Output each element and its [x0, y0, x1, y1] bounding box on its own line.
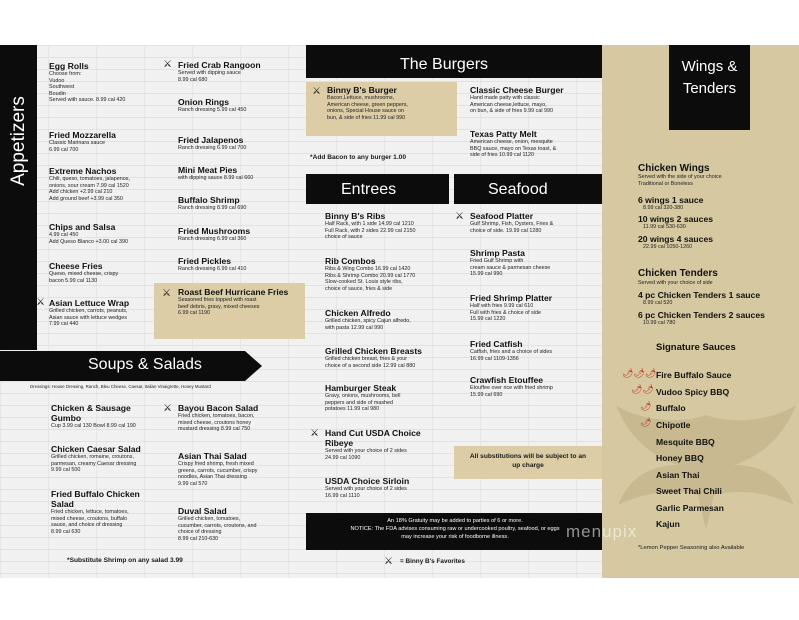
favorite-icon: ⚔ — [163, 59, 172, 70]
menu-item-asian-lettuce-wrap — [49, 298, 159, 328]
menu-item-texas-patty-melt — [470, 129, 598, 159]
item-name: Fried Mozzarella — [49, 130, 116, 140]
tenders-option-4 — [638, 290, 798, 307]
item-desc: Fried chicken, tomatoes, bacon, mixed cheese, croutons honey mustard dressing 8.99 cal 750 — [178, 413, 255, 433]
item-desc: Cup 3.99 cal 130 Bowl 8.99 cal 190 — [51, 423, 136, 429]
menu-item-fried-catfish — [470, 339, 598, 362]
menu-item-binny-bs-ribs — [325, 211, 453, 241]
menu-item-duval-salad — [178, 506, 298, 542]
bacon-note: *Add Bacon to any burger 1.00 — [310, 154, 406, 161]
menu-item-fried-buffalo-chicken-salad — [51, 489, 161, 535]
menu-item-binny-bs-burger — [327, 85, 452, 121]
favorite-icon: ⚔ — [163, 403, 172, 414]
menu-item-fried-mozzarella — [49, 130, 154, 153]
option-desc: 22.99 cal 1050-1260 — [643, 244, 693, 250]
menu-item-fried-jalapenos — [178, 135, 298, 152]
sauce-item: Mesquite BBQ — [656, 437, 715, 447]
appetizers-title: Appetizers — [8, 96, 29, 186]
item-desc: Grilled chicken, spicy Cajun alfredo, with pasta 12.99 cal 990 — [325, 318, 411, 331]
soups-salads-title: Soups & Salads — [88, 356, 202, 373]
watermark: menupix — [566, 522, 638, 541]
item-name: Seafood Platter — [470, 211, 534, 221]
lemon-pepper-note: *Lemon Pepper Seasoning also Available — [638, 545, 745, 551]
item-name: Fried Jalapenos — [178, 135, 244, 145]
favorite-icon: ⚔ — [455, 211, 464, 222]
option-desc: 8.99 cal 520 — [643, 300, 673, 306]
item-desc: Crispy fried shrimp, fresh mixed greens, carrots, cucumber, crispy noodles, Asian Thai dressing 9.99 cal 570 — [178, 461, 258, 487]
option-name: 10 wings 2 sauces — [638, 214, 713, 224]
item-name: Fried Buffalo Chicken Salad — [51, 489, 140, 509]
favorites-legend: = Binny B's Favorites — [400, 558, 465, 565]
item-desc: Gulf Shrimp, Fish, Oysters, Fries & choice of side. 19.99 cal 1280 — [470, 221, 554, 234]
menu-item-roast-beef-hurricane-fries — [178, 287, 302, 317]
item-desc: American cheese, onion, mesquite BBQ sauce, mayo on Texas toast, & side of fries 10.99 cal 1120 — [470, 139, 557, 159]
menu-item-grilled-chicken-breasts — [325, 346, 453, 369]
option-name: 4 pc Chicken Tenders 1 sauce — [638, 290, 761, 300]
item-name: Duval Salad — [178, 506, 227, 516]
menu-item-asian-thai-salad — [178, 451, 298, 487]
sauce-item: Garlic Parmesan — [656, 503, 724, 513]
sauce-item: Kajun — [656, 519, 680, 529]
item-name: Hand Cut USDA Choice Ribeye — [325, 428, 421, 448]
item-name: Roast Beef Hurricane Fries — [178, 287, 289, 297]
item-desc: Grilled chicken breast, fries & your choice of a second side 12.99 cal 880 — [325, 356, 416, 369]
wings-option-10 — [638, 214, 798, 231]
menu-item-ribeye — [325, 428, 445, 461]
sauce-item: Buffalo — [656, 403, 686, 413]
item-desc: Ranch dressing 8.99 cal 690 — [178, 205, 247, 211]
menu-item-chicken-alfredo — [325, 308, 453, 331]
item-desc: Fried Gulf Shrimp with cream sauce & parmesan cheese 15.99 cal 990 — [470, 258, 551, 278]
item-desc: with dipping sauce 8.99 cal 660 — [178, 175, 254, 181]
item-desc: Seasoned fries topped with roast beef debris, gravy, mixed cheeses 6.99 cal 1190 — [178, 297, 260, 317]
item-desc: Queso, mixed cheese, crispy bacon 5.99 cal 1130 — [49, 271, 119, 284]
item-desc: Served with your choice of 2 sides 16.99 cal 1110 — [325, 486, 407, 499]
wings-option-20 — [638, 234, 798, 251]
option-desc: 8.99 cal 320-380 — [643, 205, 684, 211]
menu-item-cheese-fries — [49, 261, 159, 284]
menu-item-seafood-platter — [470, 211, 598, 234]
item-name: Buffalo Shrimp — [178, 195, 240, 205]
item-name: Bayou Bacon Salad — [178, 403, 259, 413]
item-desc: Choose from: Vudoo Southwest Boudin Served with sauce. 8.99 cal 420 — [49, 71, 126, 104]
tenders-section — [638, 268, 798, 287]
menu-item-egg-rolls — [49, 61, 154, 104]
sauce-item: Asian Thai — [656, 470, 700, 480]
wings-title: Chicken Wings — [638, 163, 710, 174]
menu-item-fried-crab-rangoon — [178, 60, 298, 83]
item-name: Chicken Alfredo — [325, 308, 391, 318]
item-desc: Etouffee over rice with fried shrimp 15.99 cal 690 — [470, 385, 553, 398]
item-name: Mini Meat Pies — [178, 165, 238, 175]
pepper-icon: 🌶 — [640, 418, 652, 428]
menu-item-extreme-nachos — [49, 166, 159, 202]
item-name: Chicken Caesar Salad — [51, 444, 141, 454]
sauce-item: Honey BBQ — [656, 453, 704, 463]
pepper-icon: 🌶 — [640, 402, 652, 412]
item-name: Fried Mushrooms — [178, 226, 251, 236]
menu-item-onion-rings — [178, 97, 298, 114]
item-desc: 4.99 cal 450 Add Queso Blanco +3.00 cal 390 — [49, 232, 128, 245]
gratuity-notice: An 18% Gratuity may be added to parties of 6 or more. NOTICE: The FDA advises consuming raw or undercooked poultry, seafood, or eggs may increase your risk of foodborne illness. — [350, 518, 560, 541]
menu-item-fried-mushrooms — [178, 226, 298, 243]
item-desc: Chili, queso, tomatoes, jalapenos, onions, sour cream 7.99 cal 1520 Add chicken +2.99 cal 210 Add ground beef +3.99 cal 350 — [49, 176, 130, 202]
menu-item-fried-shrimp-platter — [470, 293, 598, 323]
dressings-note: Dressings: House Dressing, Ranch, Bleu Cheese, Caesar, Italian Vinaigrette, Honey Mustard — [30, 384, 211, 389]
wings-section — [638, 163, 798, 187]
item-desc: Fried chicken, lettuce, tomatoes, mixed cheese, croutons, buffalo sauce, and choice of dressing 8.99 cal 630 — [51, 509, 129, 535]
tenders-option-6 — [638, 310, 798, 327]
item-desc: Ranch dressing 6.99 cal 360 — [178, 236, 247, 242]
sauce-item: Chipotle — [656, 420, 691, 430]
item-name: Fried Shrimp Platter — [470, 293, 553, 303]
item-name: Cheese Fries — [49, 261, 103, 271]
menu-item-mini-meat-pies — [178, 165, 298, 182]
pepper-icon: 🌶🌶🌶 — [622, 369, 657, 379]
item-desc: Half with fries 9.99 cal 610 Full with fries & choice of side 15.99 cal 1220 — [470, 303, 542, 323]
item-desc: Grilled chicken, tomatoes, cucumber, carrots, croutons, and choice of dressing 8.99 cal 210-630 — [178, 516, 257, 542]
entrees-title: Entrees — [341, 181, 397, 198]
favorite-icon: ⚔ — [312, 86, 321, 97]
eagle-emblem — [614, 395, 799, 535]
favorite-icon: ⚔ — [36, 297, 45, 308]
item-name: USDA Choice Sirloin — [325, 476, 410, 486]
menu-item-bayou-bacon-salad — [178, 403, 298, 433]
item-name: Binny B's Ribs — [325, 211, 386, 221]
item-desc: Ranch dressing 6.99 cal 410 — [178, 266, 247, 272]
item-name: Egg Rolls — [49, 61, 89, 71]
item-desc: Grilled chicken, carrots, peanuts, Asian sauce with lettuce wedges 7.99 cal 440 — [49, 308, 128, 328]
substitution-note: All substitutions will be subject to an up charge — [469, 453, 587, 469]
option-name: 20 wings 4 sauces — [638, 234, 713, 244]
seafood-title: Seafood — [488, 181, 548, 198]
item-name: Shrimp Pasta — [470, 248, 525, 258]
menu-item-buffalo-shrimp — [178, 195, 298, 212]
sauce-item: Fire Buffalo Sauce — [656, 370, 732, 380]
item-desc: Gravy, onions, mushrooms, bell peppers and side of mashed potatoes 11.99 cal 980 — [325, 393, 401, 413]
option-desc: 11.99 cal 530-630 — [643, 224, 686, 230]
item-desc: Ranch dressing 6.99 cal 700 — [178, 145, 247, 151]
menu-item-shrimp-pasta — [470, 248, 598, 278]
sauce-item: Vudoo Spicy BBQ — [656, 387, 730, 397]
menu-item-classic-cheese-burger — [470, 85, 598, 115]
item-desc: Hand made patty with classic American cheese,lettuce, mayo, on bun, & side of fries 9.99 cal 990 — [470, 95, 554, 115]
favorite-icon: ⚔ — [310, 428, 319, 439]
item-name: Binny B's Burger — [327, 85, 397, 95]
tenders-title: Chicken Tenders — [638, 268, 718, 279]
option-name: 6 pc Chicken Tenders 2 sauces — [638, 310, 765, 320]
item-name: Onion Rings — [178, 97, 230, 107]
item-name: Fried Crab Rangoon — [178, 60, 261, 70]
item-desc: Served with dipping sauce 8.99 cal 680 — [178, 70, 241, 83]
option-desc: 10.99 cal 780 — [643, 320, 676, 326]
item-desc: Bacon,Lettuce, mushrooms, American cheese, green peppers, onions, Special House sauce on bun, & side of fries 11.99 cal 990 — [327, 95, 408, 121]
salad-note: *Substitute Shrimp on any salad 3.99 — [67, 557, 183, 564]
sauces-title: Signature Sauces — [656, 342, 736, 353]
item-desc: Grilled chicken, romaine, croutons, parmesan, creamy Caesar dressing 9.99 cal 500 — [51, 454, 137, 474]
sauce-item: Sweet Thai Chili — [656, 486, 722, 496]
menu-item-hamburger-steak — [325, 383, 453, 413]
item-name: Hamburger Steak — [325, 383, 397, 393]
menu-item-usda-choice-sirloin — [325, 476, 453, 499]
tenders-subtitle: Served with your choice of side — [638, 280, 713, 286]
item-name: Classic Cheese Burger — [470, 85, 564, 95]
burgers-title: The Burgers — [400, 56, 489, 73]
item-name: Extreme Nachos — [49, 166, 117, 176]
item-name: Asian Lettuce Wrap — [49, 298, 130, 308]
item-name: Rib Combos — [325, 256, 376, 266]
menu-item-rib-combos — [325, 256, 453, 292]
option-name: 6 wings 1 sauce — [638, 195, 704, 205]
item-name: Chicken & Sausage Gumbo — [51, 403, 131, 423]
pepper-icon: 🌶🌶 — [631, 385, 654, 395]
item-name: Fried Catfish — [470, 339, 523, 349]
item-name: Asian Thai Salad — [178, 451, 247, 461]
item-name: Fried Pickles — [178, 256, 232, 266]
item-desc: Classic Marinara sauce 6.99 cal 700 — [49, 140, 106, 153]
wings-option-6 — [638, 195, 798, 212]
menu-item-chicken-sausage-gumbo — [51, 403, 157, 430]
item-name: Grilled Chicken Breasts — [325, 346, 422, 356]
item-desc: Catfish, fries and a choice of sides 16.99 cal 1109-1356 — [470, 349, 553, 362]
wings-tenders-title: Wings & Tenders — [681, 58, 738, 97]
item-desc: Ribs & Wing Combo 16.99 cal 1420 Ribs & Shrimp Combo 20.99 cal 1770 Slow-cooked St. Louis style ribs, choice of sauce, fries & side — [325, 266, 416, 292]
item-desc: Ranch dressing 5.99 cal 450 — [178, 107, 247, 113]
favorite-icon: ⚔ — [384, 556, 393, 567]
wings-subtitle: Served with the side of your choice Traditional or Boneless — [638, 174, 722, 187]
item-name: Texas Patty Melt — [470, 129, 537, 139]
item-name: Crawfish Etouffee — [470, 375, 544, 385]
menu-item-chicken-caesar-salad — [51, 444, 161, 474]
menu-item-crawfish-etouffee — [470, 375, 598, 398]
favorite-icon: ⚔ — [162, 288, 171, 299]
item-name: Chips and Salsa — [49, 222, 116, 232]
item-desc: Served with your choice of 2 sides 24.99 cal 1090 — [325, 448, 407, 461]
menu-item-chips-and-salsa — [49, 222, 159, 245]
item-desc: Half Rack, with 1 side 14.99 cal 1210 Full Rack, with 2 sides 22.99 cal 2150 choice of sauce — [325, 221, 416, 241]
menu-item-fried-pickles — [178, 256, 298, 273]
